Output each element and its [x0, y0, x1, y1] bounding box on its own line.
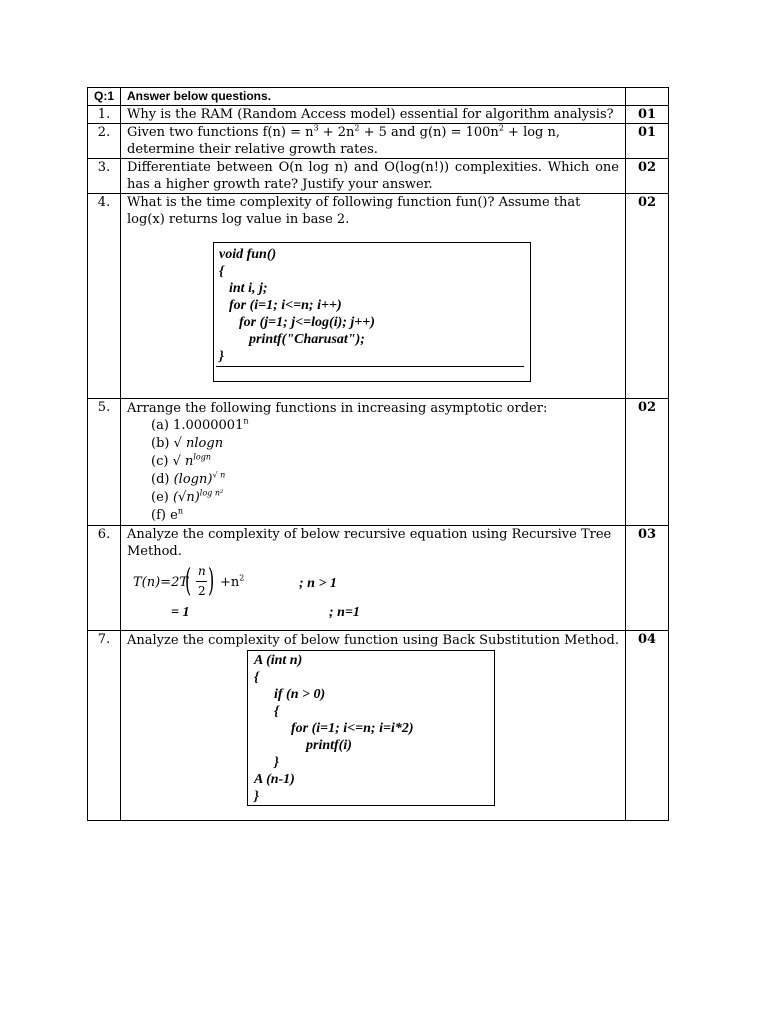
fn-text-a: Given two functions f(n) = n — [127, 125, 314, 140]
option-exp: logn — [193, 452, 212, 462]
code-line: int i, j; — [229, 281, 268, 296]
equation-lhs: T(n)=2T — [133, 575, 189, 590]
exp-b: 2 — [354, 123, 360, 133]
question-row-1 — [88, 106, 669, 124]
question-text: Why is the RAM (Random Access model) essential for algorithm analysis? — [121, 106, 626, 124]
question-text: Analyze the complexity of below recursive equation using Recursive Tree Method. — [127, 527, 612, 559]
option-item — [151, 507, 619, 525]
exp-c: 2 — [498, 123, 504, 133]
question-marks: 02 — [626, 399, 669, 526]
option-label: (b) — [151, 436, 170, 451]
divider — [214, 242, 524, 243]
paren-open: ( — [185, 561, 192, 599]
question-table — [87, 87, 669, 821]
option-item — [151, 417, 619, 435]
exp-a: 3 — [313, 123, 319, 133]
question-text — [121, 124, 626, 159]
code-block — [219, 246, 375, 365]
code-line: A (n-1) — [254, 772, 295, 787]
question-row-6 — [88, 526, 669, 631]
code-line: { — [274, 704, 279, 719]
question-marks: 03 — [626, 526, 669, 631]
question-body — [121, 194, 626, 399]
divider — [216, 366, 524, 367]
option-exp: n — [177, 506, 183, 516]
code-line: } — [219, 349, 224, 364]
option-list — [127, 417, 619, 525]
question-row-4 — [88, 194, 669, 399]
section-title: Answer below questions. — [121, 88, 626, 106]
code-line: for (i=1; i<=n; i=i*2) — [291, 721, 414, 736]
question-marks: 02 — [626, 159, 669, 194]
code-line: } — [274, 755, 279, 770]
question-number: 6. — [88, 526, 121, 631]
question-number: 7. — [88, 631, 121, 821]
question-body — [121, 526, 626, 631]
code-box — [247, 650, 495, 806]
question-text: Arrange the following functions in increasing asymptotic order: — [127, 401, 548, 416]
question-number: 3. — [88, 159, 121, 194]
option-base: 1.0000001 — [173, 418, 244, 433]
question-number: 2. — [88, 124, 121, 159]
option-exp: √ n — [212, 470, 226, 480]
question-text-line2: determine their relative growth rates. — [127, 142, 378, 157]
q-number: Q:1 — [88, 88, 121, 106]
option-exp: log n² — [199, 488, 224, 498]
question-row-5 — [88, 399, 669, 526]
code-line: for (j=1; j<=log(i); j++) — [239, 315, 375, 330]
condition-2: ; n=1 — [329, 605, 360, 620]
question-body — [121, 399, 626, 526]
code-line: printf("Charusat"); — [249, 332, 365, 347]
option-base: √ nlogn — [173, 436, 224, 451]
question-marks: 01 — [626, 106, 669, 124]
code-box — [213, 242, 531, 382]
option-label: (d) — [151, 472, 170, 487]
code-line: void fun() — [219, 247, 277, 262]
question-marks: 02 — [626, 194, 669, 399]
question-number: 5. — [88, 399, 121, 526]
option-base: (√n) — [172, 490, 200, 505]
equation-tail-text: +n — [220, 575, 240, 590]
code-line: } — [254, 789, 259, 804]
option-label: (a) — [151, 418, 169, 433]
equation-tail-exp: 2 — [239, 573, 245, 583]
question-number: 1. — [88, 106, 121, 124]
fn-text-c: + 5 and g(n) = 100n — [359, 125, 499, 140]
recurrence-equation — [127, 560, 619, 630]
option-exp: n — [243, 416, 249, 426]
option-base: √ n — [172, 454, 194, 469]
header-row — [88, 88, 669, 106]
paren-close: ) — [208, 561, 215, 599]
question-text: Analyze the complexity of below function using Back Substitution Method. — [127, 633, 619, 648]
question-row-3 — [88, 159, 669, 194]
option-item — [151, 435, 619, 453]
equation-tail — [220, 574, 244, 591]
question-number: 4. — [88, 194, 121, 399]
code-line: { — [219, 264, 224, 279]
base-case-value: = 1 — [171, 605, 190, 620]
fraction-denominator: 2 — [198, 584, 206, 598]
option-base: e — [170, 508, 178, 523]
question-text: Differentiate between O(n log n) and O(log(n!)) complexities. Which one has a higher growth rate? Justify your answer. — [121, 159, 626, 194]
question-body — [121, 631, 626, 821]
code-line: A (int n) — [254, 653, 303, 668]
question-row-7 — [88, 631, 669, 821]
marks-cell — [626, 88, 669, 106]
question-marks: 04 — [626, 631, 669, 821]
question-row-2 — [88, 124, 669, 159]
option-item — [151, 471, 619, 489]
code-line: { — [254, 670, 259, 685]
option-label: (c) — [151, 454, 169, 469]
question-text: What is the time complexity of following function fun()? Assume that log(x) returns log value in base 2. — [127, 195, 581, 227]
fraction-bar — [196, 581, 207, 582]
option-item — [151, 453, 619, 471]
option-label: (e) — [151, 490, 169, 505]
fn-text-d: + log n, — [503, 125, 561, 140]
option-item — [151, 489, 619, 507]
fraction-numerator: n — [198, 564, 206, 578]
option-label: (f) — [151, 508, 166, 523]
code-line: printf(i) — [306, 738, 352, 753]
code-line: for (i=1; i<=n; i++) — [229, 298, 342, 313]
condition-1: ; n > 1 — [299, 576, 337, 591]
fn-text-b: + 2n — [318, 125, 355, 140]
option-base: (logn) — [173, 472, 213, 487]
question-marks: 01 — [626, 124, 669, 159]
code-line: if (n > 0) — [274, 687, 326, 702]
